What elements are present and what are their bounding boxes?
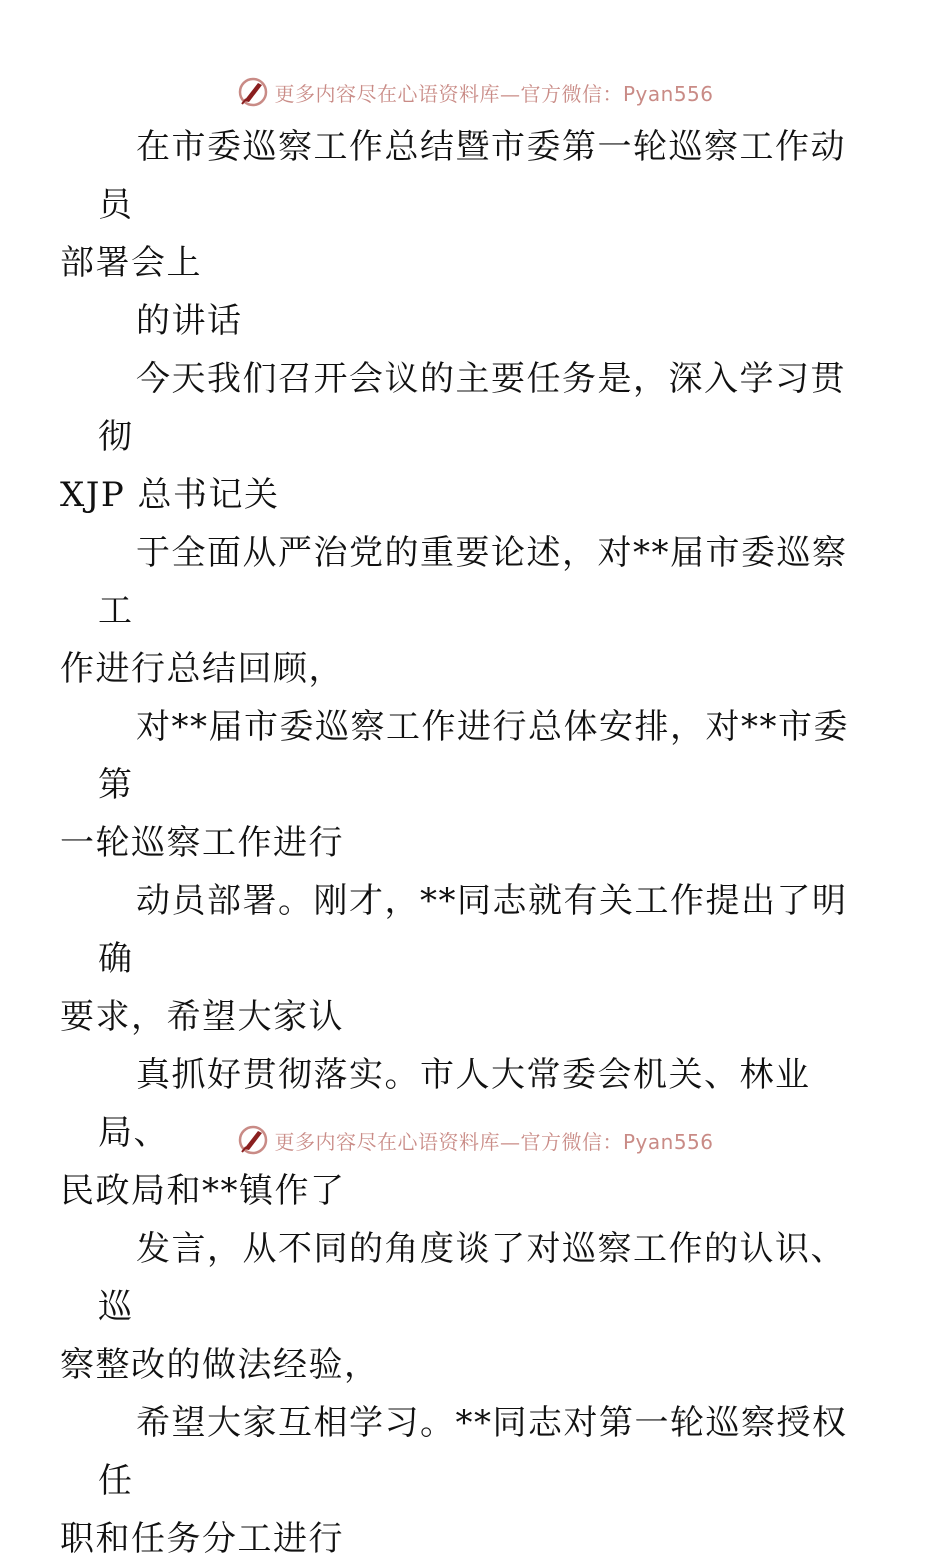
- text-line: 对**届市委巡察工作进行总体安排，对**市委第: [98, 707, 849, 805]
- watermark-text: 更多内容尽在心语资料库—官方微信：Pyan556: [274, 81, 714, 106]
- text-line: 在市委巡察工作总结暨市委第一轮巡察工作动员: [98, 127, 846, 225]
- text-line: 希望大家互相学习。**同志对第一轮巡察授权任: [98, 1403, 848, 1501]
- footer-watermark-banner: [0, 1120, 950, 1160]
- document-title-paragraph: [60, 118, 858, 292]
- quill-pen-logo-icon: [236, 75, 270, 109]
- quill-pen-logo-icon: [236, 1123, 270, 1157]
- wechat-id: Pyan556: [622, 81, 714, 106]
- text-line: 职和任务分工进行: [60, 1519, 344, 1559]
- text-line: 一轮巡察工作进行: [60, 823, 344, 863]
- text-line: 今天我们召开会议的主要任务是，深入学习贯彻: [98, 359, 846, 457]
- document-body: [60, 118, 858, 1568]
- wechat-id: Pyan556: [622, 1129, 714, 1154]
- text-line: 察整改的做法经验，: [60, 1345, 380, 1385]
- body-paragraph: [60, 872, 858, 1046]
- text-line: XJP 总书记关: [60, 475, 280, 515]
- text-line: 动员部署。刚才，**同志就有关工作提出了明确: [98, 881, 848, 979]
- text-line: 的讲话: [136, 301, 243, 341]
- body-paragraph: [60, 698, 858, 872]
- document-title-paragraph: [98, 292, 858, 350]
- body-paragraph: [60, 1220, 858, 1394]
- text-line: 要求，希望大家认: [60, 997, 344, 1037]
- body-paragraph: [60, 1394, 858, 1568]
- text-line: 部署会上: [60, 243, 202, 283]
- text-line: 民政局和**镇作了: [60, 1171, 346, 1211]
- text-line: 发言，从不同的角度谈了对巡察工作的认识、巡: [98, 1229, 846, 1327]
- body-paragraph: [60, 524, 858, 698]
- watermark-text: 更多内容尽在心语资料库—官方微信：Pyan556: [274, 1129, 714, 1154]
- text-line: 作进行总结回顾，: [60, 649, 344, 689]
- body-paragraph: [60, 350, 858, 524]
- header-watermark-banner: [0, 72, 950, 112]
- text-line: 于全面从严治党的重要论述，对**届市委巡察工: [98, 533, 848, 631]
- text-line: 真抓好贯彻落实。市人大常委会机关、林业局、: [98, 1055, 811, 1153]
